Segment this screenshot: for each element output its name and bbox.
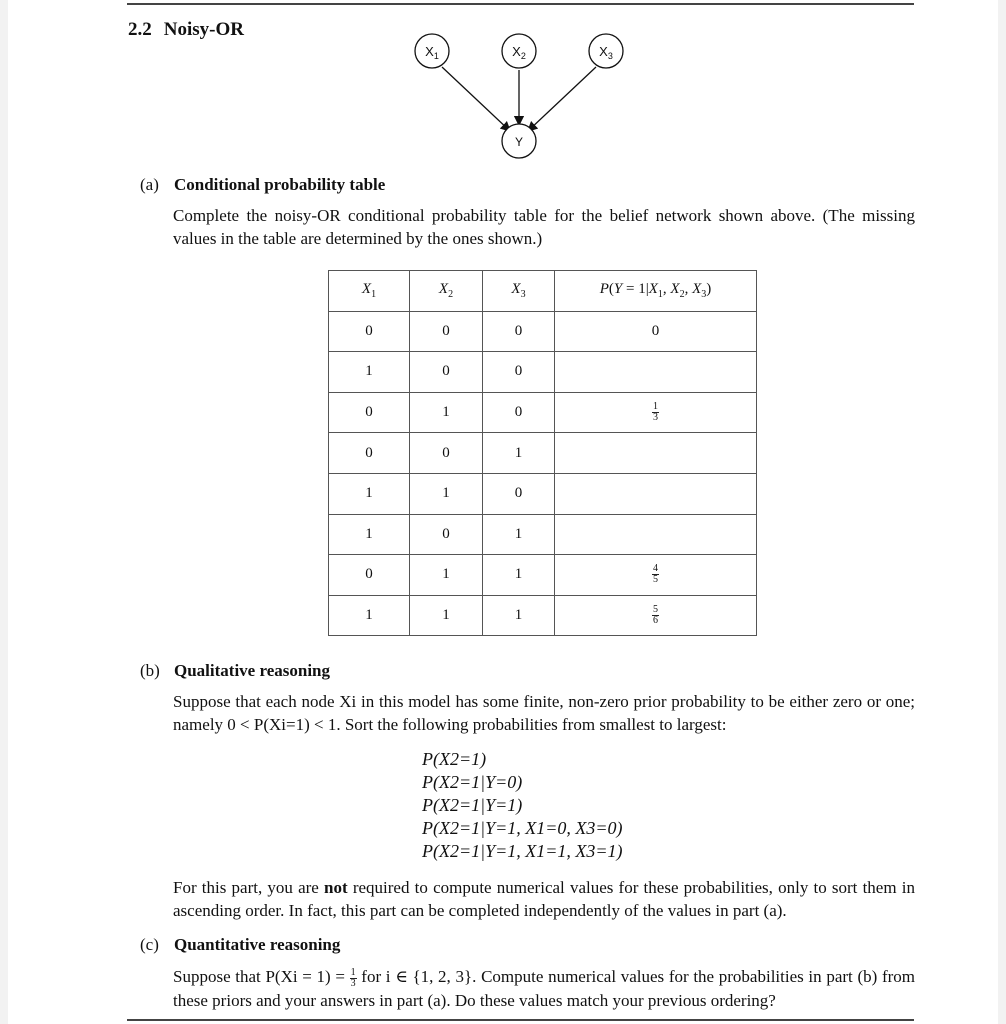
header-probability: $P(Y = 1|X_1$, $X_2$, $X_3$)	[555, 271, 757, 312]
edge-x3-y	[528, 67, 596, 131]
belief-network-diagram	[400, 28, 640, 163]
section-title	[128, 19, 244, 41]
section-name: Noisy-OR	[163, 19, 244, 40]
svg-text:X1: $X_1$	[425, 44, 439, 61]
table-row: 0 0 1	[329, 433, 757, 474]
edge-x1-y	[442, 67, 510, 131]
fraction-one-third-prior: $\frac{1}{3}$	[350, 966, 356, 989]
part-b-heading: (b) Qualitative reasoning	[140, 661, 330, 680]
node-x1	[415, 34, 449, 68]
node-x3	[589, 34, 623, 68]
list-item: P(X2=1|Y=1, X1=0, X3=0)	[422, 818, 623, 838]
table-row: 1 1 0	[329, 473, 757, 514]
table-header-row	[329, 271, 757, 312]
table-row: 0 1 1 $\frac{4}{5}$	[329, 555, 757, 596]
top-rule	[127, 3, 914, 5]
node-x2	[502, 34, 536, 68]
node-y	[502, 124, 536, 158]
fraction-four-fifths: $\frac{4}{5}$	[653, 563, 658, 586]
part-c-text: Suppose that P(Xi = 1) = $\frac{1}{3}$ for i ∈ {1, 2, 3}. Compute numerical values for the probabilities in part (b) from these priors and your answers in part (a). Do these values match your previous ordering?	[173, 966, 915, 1010]
conditional-probability-table	[328, 270, 757, 636]
part-b-note: For this part, you are not required to compute numerical values for these probabilities, only to sort them in ascending order. In fact, this part can be completed independently of the values in part (a).	[173, 878, 915, 920]
svg-text:X2: $X_2$	[512, 44, 526, 61]
table-row: 1 0 0	[329, 352, 757, 393]
list-item: P(X2=1|Y=1)	[422, 795, 523, 815]
part-a-heading: (a) Conditional probability table	[140, 175, 386, 194]
table-row: 1 1 1 $\frac{5}{6}$	[329, 595, 757, 636]
svg-text:Y: Y	[514, 135, 524, 149]
table-row: 1 0 1	[329, 514, 757, 555]
table-row: 0 0 0 0	[329, 311, 757, 352]
part-b-text: Suppose that each node Xi in this model has some finite, non-zero prior probability to be either zero or one; namely 0 < P(Xi=1) < 1. Sort the following probabilities from smallest to largest:	[173, 692, 915, 734]
list-item: P(X2=1|Y=1, X1=1, X3=1)	[422, 841, 623, 861]
part-c-heading: (c) Quantitative reasoning	[140, 935, 341, 954]
list-item: P(X2=1|Y=0)	[422, 772, 523, 792]
fraction-five-sixths: $\frac{5}{6}$	[653, 604, 658, 627]
svg-text:X3: $X_3$	[599, 44, 613, 61]
header-x1: $X_1$	[329, 271, 410, 312]
bottom-rule	[127, 1019, 914, 1021]
part-a-text: Complete the noisy-OR conditional probability table for the belief network shown above. (The missing values in the table are determined by the ones shown.)	[173, 206, 915, 248]
section-number: 2.2	[128, 19, 152, 40]
header-x3: $X_3$	[483, 271, 555, 312]
table-row: 0 1 0 $\frac{1}{3}$	[329, 392, 757, 433]
fraction-one-third: $\frac{1}{3}$	[653, 401, 658, 424]
header-x2: $X_2$	[410, 271, 483, 312]
list-item: P(X2=1)	[422, 749, 487, 769]
probability-list	[422, 748, 623, 863]
